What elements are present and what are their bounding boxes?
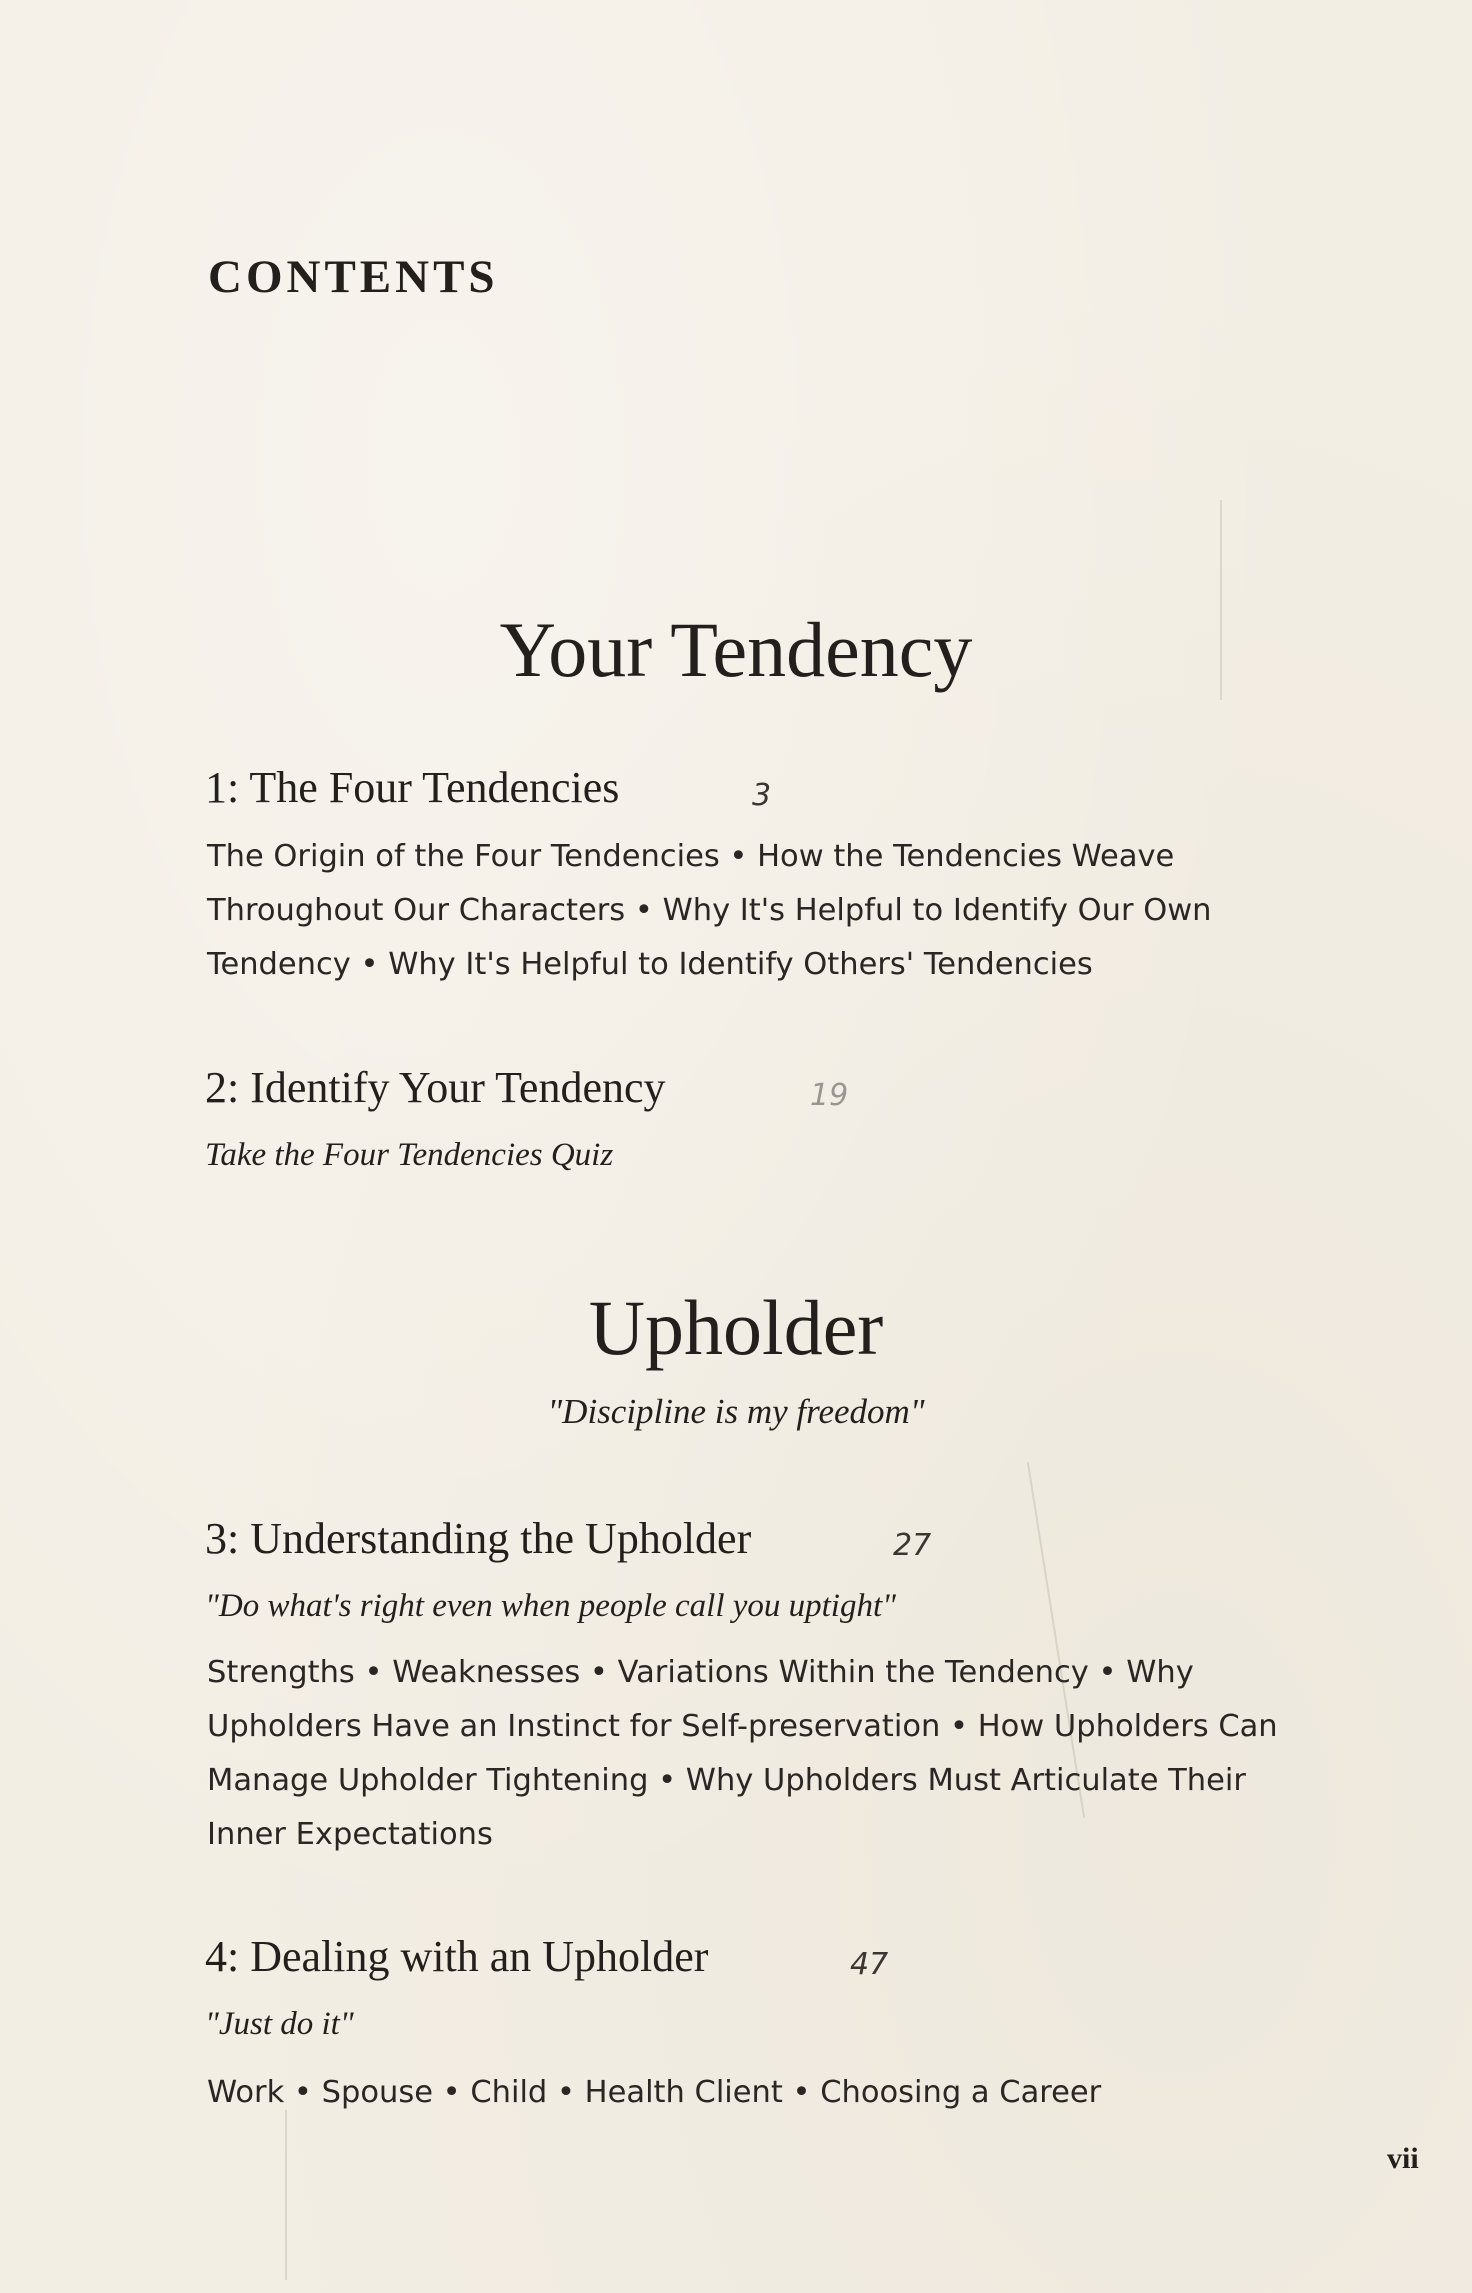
chapter-page-number[interactable]: 47 <box>850 1947 889 1982</box>
chapter-motto: "Do what's right even when people call you uptight" <box>205 1588 897 1624</box>
part-title: Upholder <box>588 1284 884 1371</box>
paper-scratch-mark <box>285 2110 287 2280</box>
chapter-motto: Take the Four Tendencies Quiz <box>205 1137 614 1173</box>
chapter-title[interactable]: 2: Identify Your Tendency <box>205 1063 666 1112</box>
chapter-motto: "Just do it" <box>205 2006 354 2042</box>
page-folio: vii <box>1387 2142 1419 2175</box>
chapter-page-number[interactable]: 27 <box>893 1528 932 1563</box>
chapter-page-number[interactable]: 3 <box>752 778 772 813</box>
part-title: Your Tendency <box>499 606 973 693</box>
chapter-topics: Work • Spouse • Child • Health Client • Choosing a Career <box>207 2075 1102 2110</box>
chapter-topics: Strengths • Weaknesses • Variations Within the Tendency • Why Upholders Have an Instinct for Self-preservation • How Upholders Can Manage Upholder Tightening • Why Upholders Must Articulate Their Inner Expectations <box>207 1655 1278 1852</box>
chapter-title[interactable]: 4: Dealing with an Upholder <box>205 1932 709 1981</box>
chapter-title[interactable]: 3: Understanding the Upholder <box>205 1514 752 1563</box>
chapter-page-number[interactable]: 19 <box>810 1078 849 1113</box>
chapter-title[interactable]: 1: The Four Tendencies <box>205 763 620 812</box>
part-subtitle: "Discipline is my freedom" <box>547 1392 925 1431</box>
contents-heading: CONTENTS <box>208 251 499 303</box>
chapter-topics: The Origin of the Four Tendencies • How the Tendencies Weave Throughout Our Characters • Why It's Helpful to Identify Our Own Tendency • Why It's Helpful to Identify Others' Tendencies <box>207 839 1212 982</box>
